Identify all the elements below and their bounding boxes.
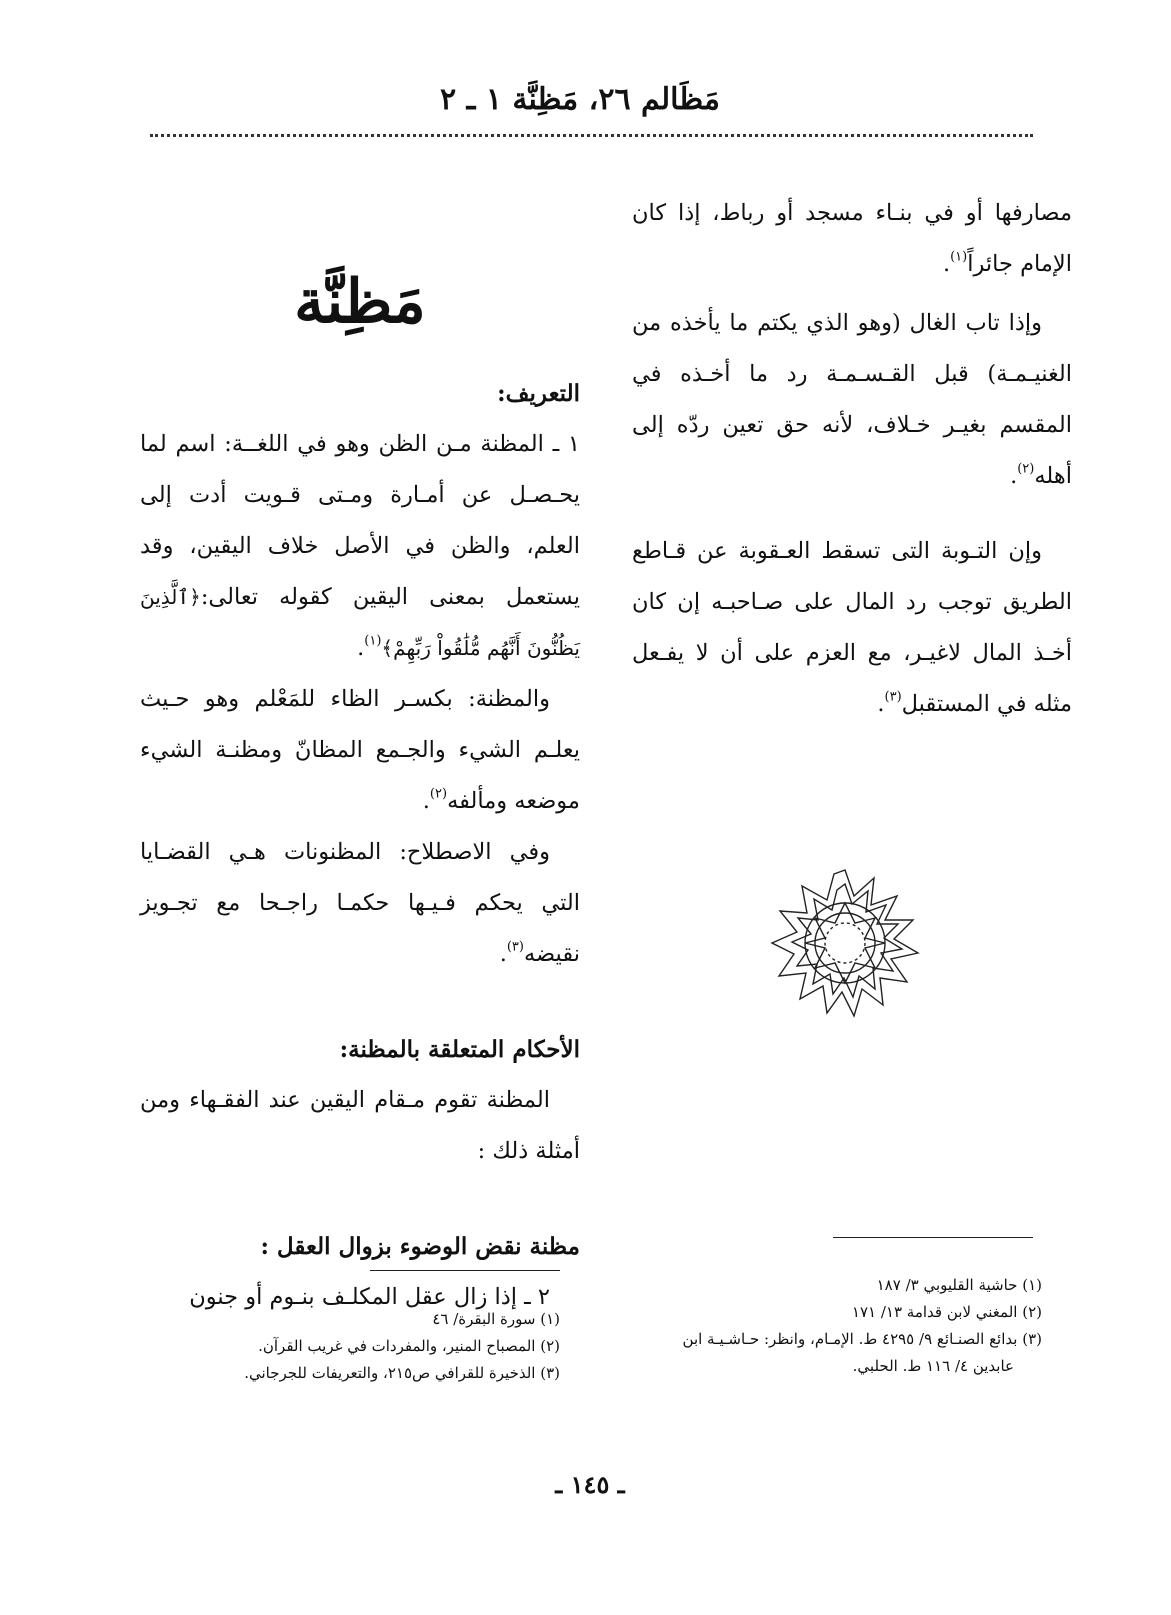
- left-paragraph-5: ٢ ـ إذا زال عقل المكلـف بنـوم أو جنون: [189, 1284, 550, 1310]
- footnote-ref: (١): [950, 249, 968, 265]
- footnote-item: (٣) بدائع الصنـائع ٩/ ٤٢٩٥ ط. الإمـام، وانظر: حـاشـيـة ابن: [682, 1330, 1042, 1348]
- right-paragraph-2: وإذا تاب الغال (وهو الذي يكتم ما يأخذه من الغنيـمـة) قبل القـسـمـة رد ما أخـذه في المقسم بغيـر خـلاف، لأنه حق تعين ردّه إلى أهله$^{(٢)}$.: [632, 310, 1072, 489]
- footnote-item: (٣) الذخيرة للقرافي ص٢١٥، والتعريفات للجرجاني.: [244, 1364, 560, 1382]
- footnote-item: (٢) المغني لابن قدامة ١٣/ ١٧١: [851, 1303, 1042, 1321]
- header-dotted-divider: [150, 134, 1033, 137]
- right-paragraph-1: مصارفها أو في بنـاء مسجد أو رباط، إذا كان الإمام جائراً$^{(١)}$.: [632, 200, 1072, 277]
- footnote-item: (١) سورة البقرة/ ٤٦: [432, 1310, 560, 1328]
- footnote-divider-left: [370, 1270, 560, 1271]
- wudu-heading: مظنة نقض الوضوء بزوال العقل :: [260, 1233, 580, 1260]
- left-column: [140, 368, 580, 1323]
- right-paragraph-3-text: وإن التـوبة التى تسقط العـقوبة عن قـاطع الطريق توجب رد المال على صـاحبـه إن كان أخـذ المال لاغيـر، مع العزم على أن لا يفـعل مثله في المستقبل: [632, 538, 1072, 717]
- footnote-ref: (١): [364, 633, 382, 649]
- footnote-divider-right: [833, 1237, 1033, 1238]
- right-paragraph-1-text: مصارفها أو في بنـاء مسجد أو رباط، إذا كان الإمام جائراً: [632, 200, 1072, 277]
- left-paragraph-3: وفي الاصطلاح: المظنونات هـي القضـايا التي يحكم فـيـها حكمـا راجـحا مع تجـويز نقيضه$^{(٣)}$.: [140, 839, 580, 967]
- footnote-ref: (٣): [884, 689, 902, 705]
- footnote-item: (١) حاشية القليوبي ٣/ ١٨٧: [876, 1276, 1042, 1294]
- footnote-item: (٢) المصباح المنير، والمفردات في غريب القرآن.: [258, 1337, 560, 1355]
- star-ornament-icon: [770, 868, 920, 1018]
- footnote-ref: (٢): [429, 786, 448, 802]
- left-paragraph-4: المظنة تقوم مـقام اليقين عند الفقـهاء ومن أمثلة ذلك :: [140, 1087, 580, 1164]
- right-paragraph-2-text: وإذا تاب الغال (وهو الذي يكتم ما يأخذه من الغنيـمـة) قبل القـسـمـة رد ما أخـذه في المقسم بغيـر خـلاف، لأنه حق تعين ردّه إلى أهله: [632, 310, 1072, 489]
- right-paragraph-3: وإن التـوبة التى تسقط العـقوبة عن قـاطع الطريق توجب رد المال على صـاحبـه إن كان أخـذ المال لاغيـر، مع العزم على أن لا يفـعل مثله في المستقبل$^{(٣)}$.: [632, 538, 1072, 717]
- left-paragraph-2-text: والمظنة: بكسـر الظاء للمَعْلم وهو حـيث يعلـم الشيء والجـمع المظانّ ومظنـة الشيء موضعه ومألفه: [140, 686, 580, 814]
- entry-title: مَظِنَّة: [294, 267, 426, 337]
- quran-verse: ﴿ٱلَّذِينَ يَظُنُّونَ أَنَّهُم مُّلَٰقُواْ رَبِّهِمْ﴾: [140, 585, 580, 660]
- footnote-ref: (٣): [506, 939, 524, 955]
- footnote-ref: (٢): [1017, 461, 1035, 477]
- left-paragraph-2: والمظنة: بكسـر الظاء للمَعْلم وهو حـيث يعلـم الشيء والجـمع المظانّ ومظنـة الشيء موضعه ومألفه$^{(٢)}$.: [140, 686, 580, 814]
- left-paragraph-1: ١ ـ المظنة مـن الظن وهو في اللغــة: اسم لما يحـصـل عن أمـارة ومـتى قـويت أدت إلى العلم، والظن في الأصل خلاف اليقين، وقد يستعمل بمعنى اليقين كقوله تعالى:﴿ٱلَّذِينَ يَظُنُّونَ أَنَّهُم مُّلَٰقُواْ رَبِّهِمْ﴾$^{(١)}$.: [140, 431, 580, 661]
- page-number: ـ ١٤٥ ـ: [555, 1470, 625, 1499]
- left-paragraph-1-text: ١ ـ المظنة مـن الظن وهو في اللغــة: اسم لما يحـصـل عن أمـارة ومـتى قـويت أدت إلى العلم، والظن في الأصل خلاف اليقين، وقد يستعمل بمعنى اليقين كقوله تعالى:: [140, 431, 580, 610]
- left-paragraph-3-text: وفي الاصطلاح: المظنونات هـي القضـايا التي يحكم فـيـها حكمـا راجـحا مع تجـويز نقيضه: [140, 839, 580, 967]
- footnote-item-continuation: عابدين ٤/ ١١٦ ط. الحلبي.: [852, 1357, 1014, 1375]
- definition-heading: التعريف:: [497, 380, 580, 407]
- right-column: [632, 188, 1072, 730]
- footnotes-right: [612, 1272, 1042, 1380]
- running-title: مَظَالم ٢٦، مَظِنَّة ١ ـ ٢: [440, 82, 720, 117]
- footnotes-left: [150, 1306, 560, 1387]
- rulings-heading: الأحكام المتعلقة بالمظنة:: [339, 1036, 580, 1063]
